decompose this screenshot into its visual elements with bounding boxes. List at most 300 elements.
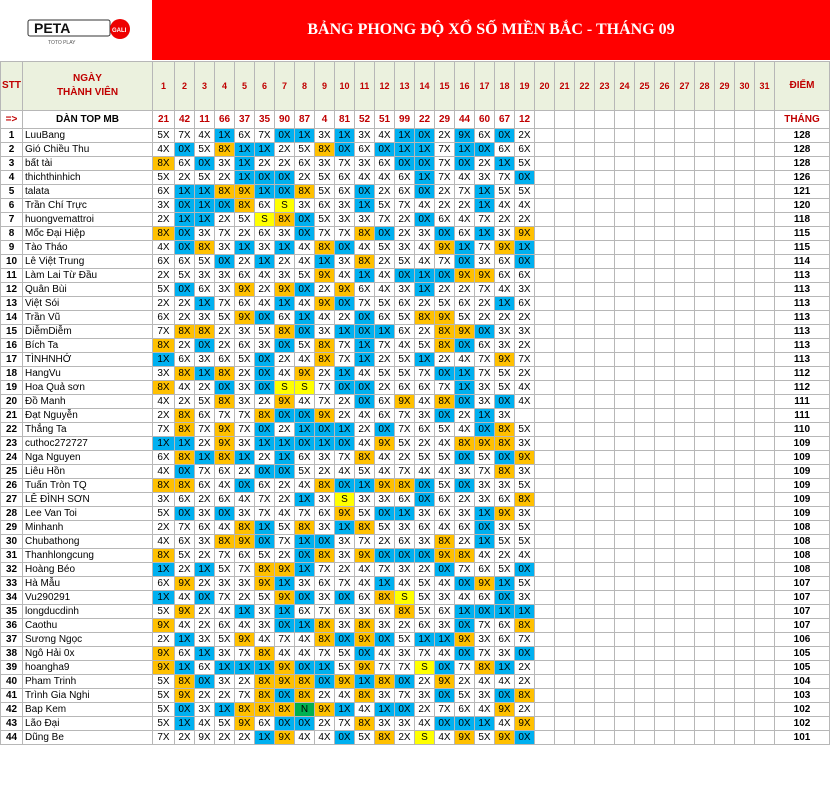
empty-cell [735,451,755,465]
day-result-cell: 1X [255,521,275,535]
empty-cell [755,549,775,563]
day-result-cell: 9X [175,689,195,703]
day-result-cell: 0X [295,409,315,423]
day-result-cell: S [255,213,275,227]
member-name: Lão Đại [23,717,153,731]
top-row-value [695,111,715,129]
day-result-cell: 2X [435,199,455,213]
header-row [1,62,830,111]
day-result-cell: S [395,591,415,605]
empty-cell [675,283,695,297]
day-result-cell: 3X [235,437,255,451]
day-result-cell: 5X [415,605,435,619]
day-result-cell: 5X [415,339,435,353]
member-stt: 23 [1,437,23,451]
empty-cell [655,591,675,605]
day-result-cell: 9X [235,311,255,325]
member-stt: 4 [1,171,23,185]
day-result-cell: 4X [295,297,315,311]
member-row [1,731,830,745]
day-result-cell: 3X [495,227,515,241]
day-result-cell: 7X [235,647,255,661]
day-result-cell: 5X [215,311,235,325]
day-result-cell: 1X [475,409,495,423]
member-points: 126 [775,171,830,185]
empty-cell [655,143,675,157]
empty-cell [615,731,635,745]
empty-cell [695,577,715,591]
header-day: 12 [375,62,395,111]
day-result-cell: 7X [395,689,415,703]
day-result-cell: 4X [295,731,315,745]
member-row [1,661,830,675]
empty-cell [735,297,755,311]
day-result-cell: 4X [495,717,515,731]
empty-cell [635,297,655,311]
day-result-cell: 2X [375,535,395,549]
day-result-cell: 0X [475,325,495,339]
empty-cell [735,479,755,493]
empty-cell [555,689,575,703]
day-result-cell: 9X [215,423,235,437]
header-day: 22 [575,62,595,111]
empty-cell [695,451,715,465]
day-result-cell: 5X [195,143,215,157]
empty-cell [595,479,615,493]
empty-cell [575,731,595,745]
member-stt: 31 [1,549,23,563]
day-result-cell: 9X [455,633,475,647]
member-points: 107 [775,605,830,619]
day-result-cell: 7X [315,563,335,577]
day-result-cell: 1X [275,437,295,451]
day-result-cell: 9X [255,577,275,591]
empty-cell [535,563,555,577]
day-result-cell: 1X [515,605,535,619]
day-result-cell: 4X [435,731,455,745]
day-result-cell: 8X [255,409,275,423]
day-result-cell: 0X [415,479,435,493]
day-result-cell: 4X [153,241,175,255]
day-result-cell: 8X [315,479,335,493]
member-points: 114 [775,255,830,269]
day-result-cell: 0X [275,339,295,353]
empty-cell [535,451,555,465]
day-result-cell: 4X [355,171,375,185]
empty-cell [535,185,555,199]
member-name: longducdinh [23,605,153,619]
day-result-cell: 3X [235,325,255,339]
empty-cell [595,577,615,591]
empty-cell [535,591,555,605]
empty-cell [655,255,675,269]
empty-cell [735,423,755,437]
empty-cell [575,395,595,409]
day-result-cell: 8X [375,591,395,605]
empty-cell [735,311,755,325]
day-result-cell: 5X [435,423,455,437]
empty-cell [675,535,695,549]
day-result-cell: 1X [235,451,255,465]
day-result-cell: 6X [395,185,415,199]
empty-cell [615,409,635,423]
day-result-cell: 4X [315,731,335,745]
member-stt: 32 [1,563,23,577]
header-day: 3 [195,62,215,111]
day-result-cell: 2X [153,633,175,647]
logo-area [0,0,153,60]
member-row [1,675,830,689]
day-result-cell: 0X [215,381,235,395]
empty-cell [635,605,655,619]
header-day: 24 [615,62,635,111]
day-result-cell: 4X [475,675,495,689]
day-result-cell: 5X [175,269,195,283]
empty-cell [555,143,575,157]
empty-cell [615,493,635,507]
member-row [1,535,830,549]
day-result-cell: 5X [153,129,175,143]
empty-cell [695,689,715,703]
day-result-cell: 4X [175,619,195,633]
day-result-cell: 8X [295,689,315,703]
top-row-value [615,111,635,129]
empty-cell [595,731,615,745]
empty-cell [595,619,615,633]
empty-cell [575,591,595,605]
empty-cell [675,437,695,451]
empty-cell [715,227,735,241]
day-result-cell: 4X [395,339,415,353]
empty-cell [755,143,775,157]
empty-cell [655,535,675,549]
empty-cell [755,199,775,213]
day-result-cell: 8X [495,437,515,451]
day-result-cell: 7X [375,339,395,353]
day-result-cell: 1X [175,633,195,647]
empty-cell [575,549,595,563]
empty-cell [595,647,615,661]
empty-cell [735,563,755,577]
day-result-cell: 2X [195,437,215,451]
empty-cell [535,703,555,717]
empty-cell [555,731,575,745]
empty-cell [615,619,635,633]
day-result-cell: 2X [415,703,435,717]
day-result-cell: 8X [315,353,335,367]
empty-cell [575,493,595,507]
empty-cell [715,381,735,395]
day-result-cell: 6X [235,339,255,353]
day-result-cell: 1X [175,717,195,731]
day-result-cell: 9X [355,549,375,563]
top-row-value: 22 [415,111,435,129]
day-result-cell: 2X [495,549,515,563]
day-result-cell: 1X [153,437,175,451]
day-result-cell: 7X [255,507,275,521]
empty-cell [595,465,615,479]
day-result-cell: 7X [455,185,475,199]
member-stt: 13 [1,297,23,311]
day-result-cell: 2X [495,213,515,227]
header-day: 26 [655,62,675,111]
empty-cell [695,521,715,535]
day-result-cell: 0X [335,437,355,451]
empty-cell [675,591,695,605]
day-result-cell: 1X [295,535,315,549]
member-stt: 15 [1,325,23,339]
day-result-cell: 3X [195,535,215,549]
day-result-cell: 2X [375,353,395,367]
day-result-cell: 5X [235,213,255,227]
header-day: 29 [715,62,735,111]
day-result-cell: 6X [335,605,355,619]
day-result-cell: N [295,703,315,717]
day-result-cell: 6X [475,591,495,605]
day-result-cell: 5X [215,633,235,647]
day-result-cell: 4X [475,703,495,717]
day-result-cell: 8X [153,549,175,563]
empty-cell [535,535,555,549]
day-result-cell: 7X [475,353,495,367]
empty-cell [615,129,635,143]
day-result-cell: 6X [153,311,175,325]
member-row [1,493,830,507]
day-result-cell: 0X [255,381,275,395]
member-name: Sương Ngọc [23,633,153,647]
day-result-cell: 2X [175,395,195,409]
day-result-cell: 7X [335,227,355,241]
day-result-cell: 6X [295,605,315,619]
day-result-cell: 6X [215,619,235,633]
member-stt: 6 [1,199,23,213]
day-result-cell: 0X [455,479,475,493]
day-result-cell: 6X [315,577,335,591]
day-result-cell: 7X [475,213,495,227]
empty-cell [655,241,675,255]
empty-cell [755,647,775,661]
empty-cell [595,185,615,199]
day-result-cell: 4X [375,171,395,185]
empty-cell [675,521,695,535]
day-result-cell: 3X [275,227,295,241]
day-result-cell: 5X [295,269,315,283]
day-result-cell: 9X [315,297,335,311]
member-stt: 9 [1,241,23,255]
day-result-cell: 9X [275,283,295,297]
empty-cell [575,255,595,269]
day-result-cell: 2X [395,227,415,241]
day-result-cell: 4X [215,521,235,535]
day-result-cell: 7X [175,129,195,143]
empty-cell [735,381,755,395]
member-name: Lee Van Toi [23,507,153,521]
day-result-cell: 2X [275,255,295,269]
day-result-cell: 3X [235,381,255,395]
empty-cell [755,633,775,647]
empty-cell [675,325,695,339]
empty-cell [715,633,735,647]
day-result-cell: 2X [195,619,215,633]
empty-cell [735,661,755,675]
empty-cell [655,409,675,423]
day-result-cell: 7X [395,465,415,479]
day-result-cell: 2X [375,255,395,269]
day-result-cell: 1X [395,129,415,143]
member-row [1,423,830,437]
day-result-cell: 4X [175,381,195,395]
empty-cell [535,381,555,395]
day-result-cell: 4X [215,479,235,493]
member-stt: 42 [1,703,23,717]
day-result-cell: 9X [495,703,515,717]
empty-cell [535,157,555,171]
top-row-value [555,111,575,129]
day-result-cell: 4X [295,479,315,493]
day-result-cell: 0X [275,409,295,423]
day-result-cell: 2X [275,479,295,493]
empty-cell [555,521,575,535]
day-result-cell: 0X [275,171,295,185]
day-result-cell: 7X [295,507,315,521]
day-result-cell: 3X [475,381,495,395]
day-result-cell: 6X [235,129,255,143]
day-result-cell: 8X [275,213,295,227]
empty-cell [675,633,695,647]
day-result-cell: 9X [495,353,515,367]
day-result-cell: 3X [255,605,275,619]
empty-cell [635,465,655,479]
day-result-cell: 1X [255,731,275,745]
day-result-cell: 8X [515,689,535,703]
day-result-cell: 4X [435,521,455,535]
empty-cell [575,171,595,185]
empty-cell [575,297,595,311]
day-result-cell: 4X [515,549,535,563]
empty-cell [695,171,715,185]
day-result-cell: 2X [415,437,435,451]
day-result-cell: 1X [295,129,315,143]
empty-cell [675,395,695,409]
empty-cell [735,703,755,717]
day-result-cell: 6X [195,283,215,297]
day-result-cell: 1X [395,507,415,521]
empty-cell [615,283,635,297]
day-result-cell: 6X [395,381,415,395]
day-result-cell: 4X [275,647,295,661]
empty-cell [555,213,575,227]
day-result-cell: 2X [395,213,415,227]
day-result-cell: 3X [255,241,275,255]
top-row-value: 29 [435,111,455,129]
empty-cell [675,675,695,689]
day-result-cell: 3X [195,311,215,325]
empty-cell [535,171,555,185]
member-name: Bích Ta [23,339,153,353]
day-result-cell: S [415,731,435,745]
empty-cell [715,367,735,381]
day-result-cell: 2X [375,381,395,395]
header-day: 5 [235,62,255,111]
day-result-cell: 9X [435,675,455,689]
day-result-cell: 9X [435,241,455,255]
day-result-cell: 0X [315,535,335,549]
member-row [1,521,830,535]
empty-cell [735,409,755,423]
member-points: 109 [775,493,830,507]
empty-cell [555,129,575,143]
empty-cell [615,423,635,437]
day-result-cell: 0X [415,185,435,199]
member-name: Tuấn Tròn TQ [23,479,153,493]
day-result-cell: 5X [395,633,415,647]
empty-cell [595,633,615,647]
empty-cell [715,339,735,353]
day-result-cell: 0X [335,241,355,255]
empty-cell [735,493,755,507]
empty-cell [635,451,655,465]
empty-cell [555,367,575,381]
top-row-value: 66 [215,111,235,129]
empty-cell [755,297,775,311]
day-result-cell: 4X [375,465,395,479]
day-result-cell: 6X [475,129,495,143]
empty-cell [635,717,655,731]
day-result-cell: 0X [455,619,475,633]
day-result-cell: 0X [255,465,275,479]
empty-cell [615,563,635,577]
member-row [1,633,830,647]
empty-cell [555,703,575,717]
empty-cell [575,143,595,157]
day-result-cell: 0X [495,451,515,465]
member-name: bất tài [23,157,153,171]
day-result-cell: 0X [295,661,315,675]
empty-cell [655,717,675,731]
day-result-cell: 4X [153,535,175,549]
day-result-cell: 1X [235,143,255,157]
empty-cell [635,227,655,241]
member-name: LÊ ĐÌNH SƠN [23,493,153,507]
header-day: 15 [435,62,455,111]
day-result-cell: 5X [515,535,535,549]
header-day: 30 [735,62,755,111]
day-result-cell: 9X [495,731,515,745]
empty-cell [575,647,595,661]
empty-cell [735,129,755,143]
header-day: 7 [275,62,295,111]
day-result-cell: 1X [255,437,275,451]
day-result-cell: 9X [435,311,455,325]
empty-cell [675,353,695,367]
member-points: 107 [775,591,830,605]
empty-cell [555,591,575,605]
day-result-cell: 5X [375,297,395,311]
day-result-cell: 5X [495,563,515,577]
day-result-cell: 0X [275,465,295,479]
empty-cell [595,269,615,283]
empty-cell [715,605,735,619]
day-result-cell: 1X [355,339,375,353]
empty-cell [535,297,555,311]
day-result-cell: 1X [255,143,275,157]
header-day: 13 [395,62,415,111]
empty-cell [675,493,695,507]
day-result-cell: 6X [153,185,175,199]
day-result-cell: 3X [153,493,175,507]
day-result-cell: 8X [255,675,275,689]
day-result-cell: 4X [295,647,315,661]
